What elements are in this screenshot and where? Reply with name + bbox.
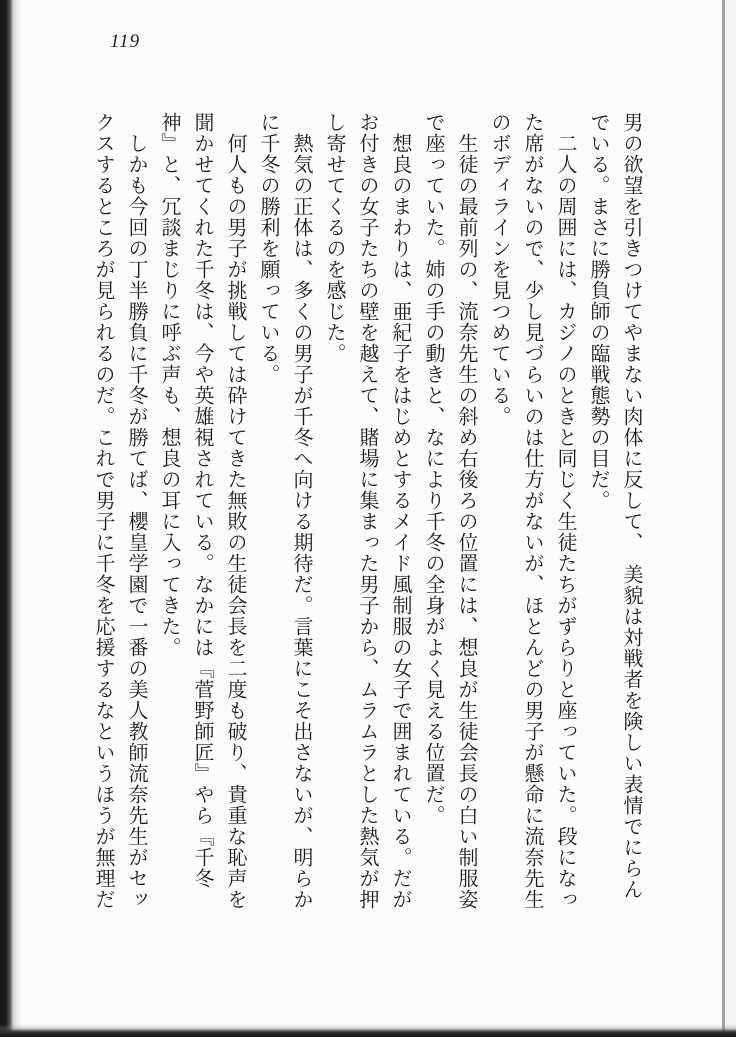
text-line: 何人もの男子が挑戦しては砕けてきた無敗の生徒会長を二度も破り、貴重な恥声を	[224, 112, 246, 910]
page-right-edge-line	[722, 0, 725, 1037]
text-line: 聞かせてくれた千冬は、今や英雄視されている。なかには『菅野師匠』やら『千冬	[191, 112, 213, 889]
text-line: 二人の周囲には、カジノのときと同じく生徒たちがずらりと座っていた。段になっ	[554, 112, 576, 910]
text-line: 男の欲望を引きつけてやまない肉体に反して、 美貌は対戦者を険しい表情でにらん	[620, 112, 642, 900]
text-line: 生徒の最前列の、流奈先生の斜め右後ろの位置には、想良が生徒会長の白い制服姿	[455, 112, 477, 910]
text-line: 神』と、冗談まじりに呼ぶ声も、想良の耳に入ってきた。	[158, 112, 180, 658]
page-number: 119	[110, 31, 141, 52]
text-line: のボディラインを見つめている。	[488, 112, 510, 427]
text-line: に千冬の勝利を願っている。	[257, 112, 279, 385]
text-line: 熱気の正体は、多くの男子が千冬へ向ける期待だ。言葉にこそ出さないが、明らか	[290, 112, 312, 910]
text-line: でいる。まさに勝負師の臨戦態勢の目だ。	[587, 112, 609, 511]
page-right-margin	[725, 0, 736, 1037]
page-left-shadow	[0, 0, 22, 1037]
text-line: お付きの女子たちの壁を越えて、賭場に集まった男子から、ムラムラとした熱気が押	[356, 112, 378, 910]
text-line: で座っていた。姉の手の動きと、なにより千冬の全身がよく見える位置だ。	[422, 112, 444, 826]
page-bottom-shadow	[0, 1024, 736, 1037]
text-line: しかも今回の丁半勝負に千冬が勝てば、櫻皇学園で一番の美人教師流奈先生がセッ	[125, 112, 147, 910]
text-line: し寄せてくるのを感じた。	[323, 112, 345, 364]
vertical-text-block	[86, 112, 647, 948]
text-line: 想良のまわりは、亜紀子をはじめとするメイド風制服の女子で囲まれている。だが	[389, 112, 411, 910]
text-line: た席がないので、少し見づらいのは仕方がないが、ほとんどの男子が懸命に流奈先生	[521, 112, 543, 910]
text-line: クスするところが見られるのだ。これで男子に千冬を応援するなというほうが無理だ	[92, 112, 114, 910]
